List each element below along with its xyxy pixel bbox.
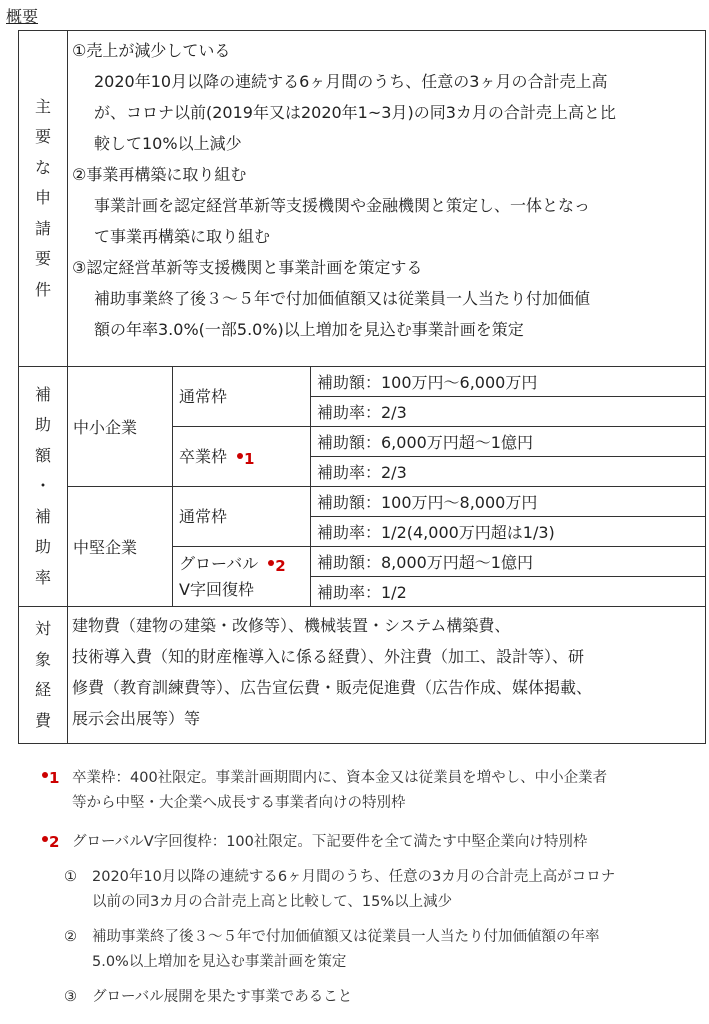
group-sme: 中小企業 bbox=[68, 367, 173, 487]
overview-table bbox=[18, 30, 706, 744]
type-label-line: V字回復枠 bbox=[179, 579, 254, 599]
requirement-line: て事業再構築に取り組む bbox=[94, 227, 271, 246]
footnote-subitem bbox=[40, 865, 705, 915]
requirement-line: が、コロナ以前(2019年又は2020年1~3月)の同3カ月の合計売上高と比 bbox=[94, 103, 616, 122]
footnote-2 bbox=[40, 830, 705, 855]
requirement-line: 較して10%以上減少 bbox=[94, 134, 242, 153]
label-char: 申 bbox=[34, 188, 51, 208]
subsidy-rate: 補助率：1/2(4,000万円超は1/3) bbox=[311, 517, 706, 547]
subitem-number: ② bbox=[64, 929, 77, 945]
requirement-line: 額の年率3.0%(一部5.0%)以上増加を見込む事業計画を策定 bbox=[94, 320, 524, 339]
requirements-content bbox=[68, 31, 706, 367]
footnote-number: 1 bbox=[244, 449, 255, 468]
type-global-v-recovery bbox=[173, 547, 311, 607]
requirement-line: 補助事業終了後３～５年で付加価値額又は従業員一人当たり付加価値 bbox=[94, 289, 591, 308]
label-char: な bbox=[34, 157, 51, 177]
footnote-number: 2 bbox=[275, 556, 286, 575]
expense-line: 展示会出展等）等 bbox=[72, 709, 201, 728]
requirements-label bbox=[19, 31, 68, 367]
label-char: 額 bbox=[34, 445, 51, 465]
requirements-row bbox=[19, 31, 706, 367]
type-graduation bbox=[173, 427, 311, 487]
label-char: 主 bbox=[34, 96, 51, 116]
label-char: 請 bbox=[34, 218, 51, 238]
bullet-dot-icon bbox=[42, 772, 48, 778]
type-label: 卒業枠 bbox=[179, 446, 228, 466]
footnote-subitem bbox=[40, 985, 705, 1010]
requirement-line: 2020年10月以降の連続する6ヶ月間のうち、任意の3ヶ月の合計売上高 bbox=[94, 72, 608, 91]
subsidy-amount: 補助額：8,000万円超～1億円 bbox=[311, 547, 706, 577]
requirement-line: 事業計画を認定経営革新等支援機関や金融機関と策定し、一体となっ bbox=[94, 196, 591, 215]
footnote-marker bbox=[42, 766, 59, 791]
subsidy-row bbox=[19, 487, 706, 517]
footnotes bbox=[40, 766, 705, 1010]
subitem-number: ③ bbox=[64, 989, 77, 1005]
subitem-line: 以前の同3カ月の合計売上高と比較して、15%以上減少 bbox=[92, 894, 453, 910]
requirement-title: ③認定経営革新等支援機関と事業計画を策定する bbox=[72, 258, 423, 277]
bullet-dot-icon bbox=[268, 560, 274, 566]
footnote-1 bbox=[40, 766, 705, 816]
label-char: 助 bbox=[34, 537, 51, 557]
subsidy-row bbox=[19, 367, 706, 397]
footnote-marker bbox=[237, 450, 254, 468]
label-char: 助 bbox=[34, 415, 51, 435]
subsidy-label bbox=[19, 367, 68, 607]
expense-line: 技術導入費（知的財産権導入に係る経費）、外注費（加工、設計等）、研 bbox=[72, 647, 585, 666]
label-char: 対 bbox=[34, 619, 51, 638]
footnote-marker bbox=[268, 557, 285, 575]
group-midsize: 中堅企業 bbox=[68, 487, 173, 607]
label-char: 要 bbox=[34, 249, 51, 269]
label-char: 率 bbox=[34, 567, 51, 587]
label-char: ・ bbox=[34, 476, 51, 496]
type-label: グローバル bbox=[179, 553, 259, 573]
subitem-line: 5.0%以上増加を見込む事業計画を策定 bbox=[92, 954, 347, 970]
bullet-dot-icon bbox=[42, 836, 48, 842]
label-char: 経 bbox=[34, 680, 51, 699]
page-heading: 概要 bbox=[6, 7, 39, 26]
subsidy-amount: 補助額：6,000万円超～1億円 bbox=[311, 427, 706, 457]
subsidy-amount: 補助額：100万円～8,000万円 bbox=[311, 487, 706, 517]
footnote-subitem bbox=[40, 925, 705, 975]
expenses-label bbox=[19, 607, 68, 744]
label-char: 補 bbox=[34, 506, 51, 526]
expenses-row bbox=[19, 607, 706, 744]
footnote-number: 1 bbox=[49, 769, 60, 787]
label-char: 象 bbox=[34, 649, 51, 669]
type-normal: 通常枠 bbox=[173, 367, 311, 427]
label-char: 補 bbox=[34, 384, 51, 404]
label-char: 費 bbox=[34, 710, 51, 730]
requirement-title: ①売上が減少している bbox=[72, 41, 231, 60]
type-normal: 通常枠 bbox=[173, 487, 311, 547]
footnote-line: 卒業枠：400社限定。事業計画期間内に、資本金又は従業員を増やし、中小企業者 bbox=[72, 770, 608, 786]
expense-line: 建物費（建物の建築・改修等）、機械装置・システム構築費、 bbox=[72, 616, 511, 635]
footnote-line: グローバルV字回復枠：100社限定。下記要件を全て満たす中堅企業向け特別枠 bbox=[72, 834, 588, 850]
label-char: 要 bbox=[34, 127, 51, 147]
footnote-marker bbox=[42, 830, 59, 855]
subsidy-rate: 補助率：2/3 bbox=[311, 457, 706, 487]
bullet-dot-icon bbox=[237, 453, 243, 459]
subsidy-rate: 補助率：1/2 bbox=[311, 577, 706, 607]
label-char: 件 bbox=[34, 279, 51, 299]
footnote-line: 等から中堅・大企業へ成長する事業者向けの特別枠 bbox=[72, 795, 406, 811]
requirement-title: ②事業再構築に取り組む bbox=[72, 165, 247, 184]
subitem-line: 2020年10月以降の連続する6ヶ月間のうち、任意の3カ月の合計売上高がコロナ bbox=[92, 869, 616, 885]
expense-line: 修費（教育訓練費等）、広告宣伝費・販売促進費（広告作成、媒体掲載、 bbox=[72, 678, 593, 697]
subitem-line: グローバル展開を果たす事業であること bbox=[92, 989, 353, 1005]
subsidy-amount: 補助額：100万円～6,000万円 bbox=[311, 367, 706, 397]
subsidy-rate: 補助率：2/3 bbox=[311, 397, 706, 427]
footnote-number: 2 bbox=[49, 833, 60, 851]
subitem-line: 補助事業終了後３～５年で付加価値額又は従業員一人当たり付加価値額の年率 bbox=[92, 929, 600, 945]
type-label-line bbox=[179, 551, 310, 577]
subitem-number: ① bbox=[64, 869, 77, 885]
expenses-content bbox=[68, 607, 706, 744]
